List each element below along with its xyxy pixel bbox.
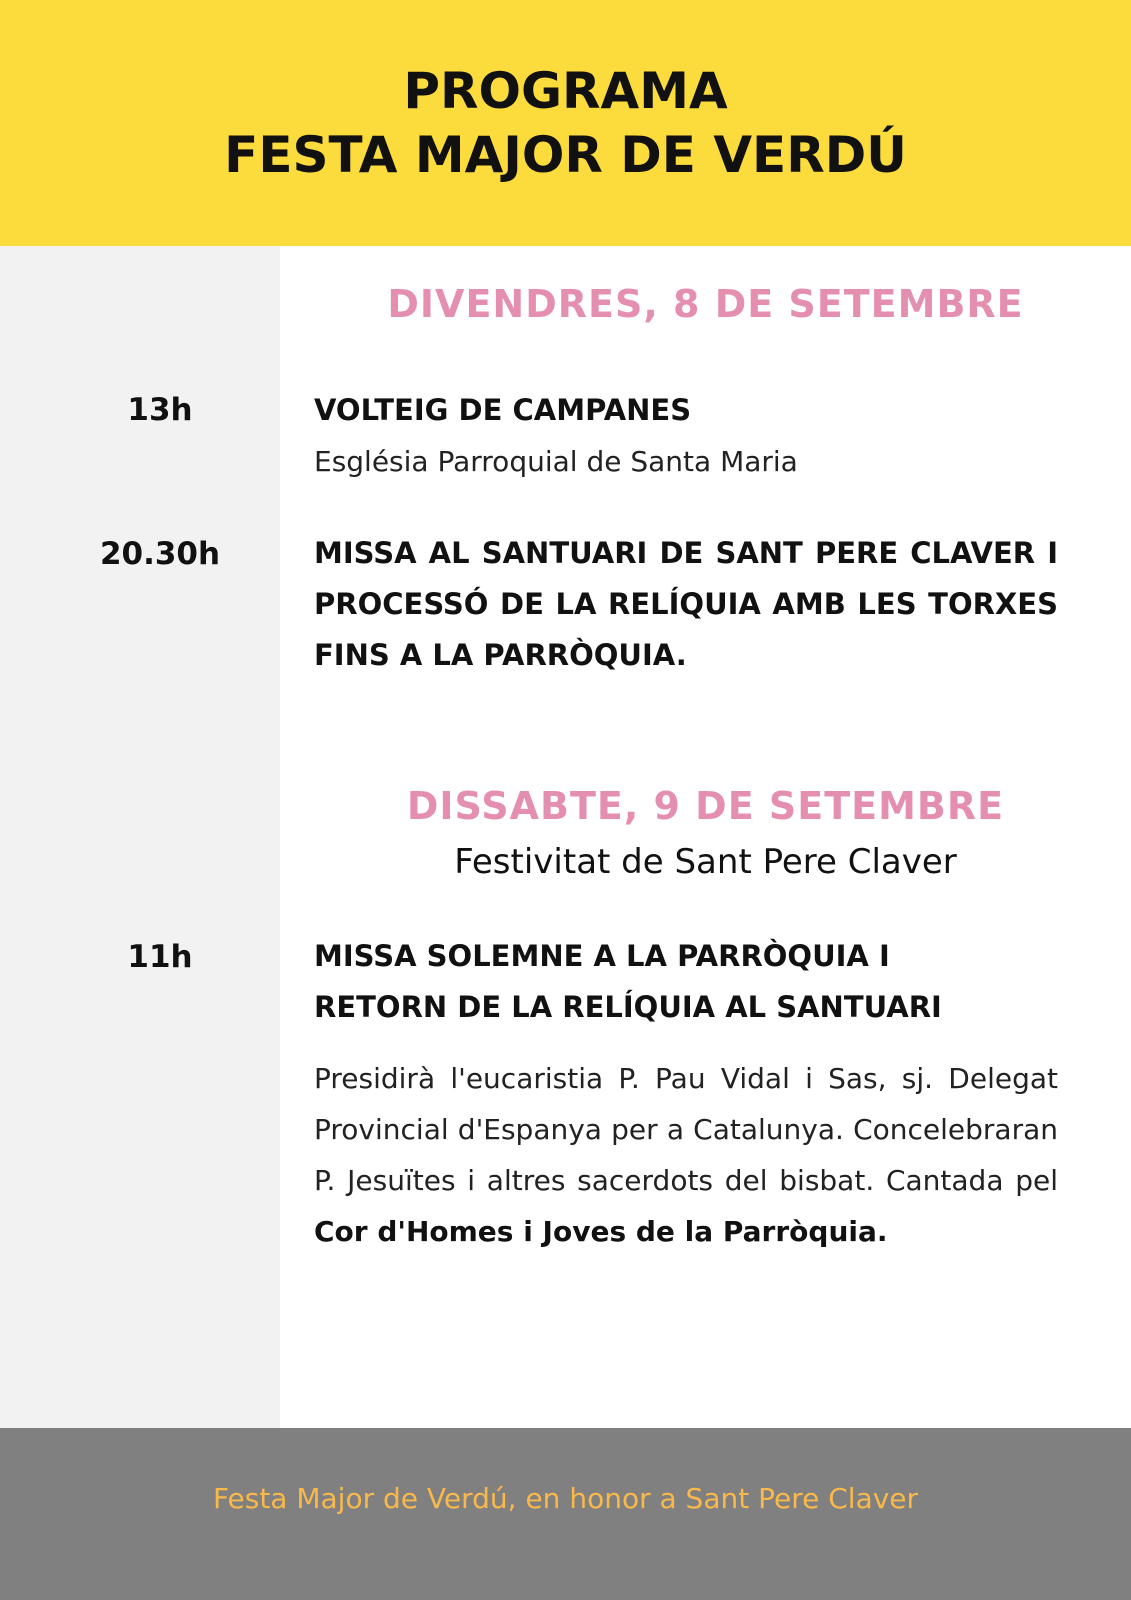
day-heading-friday: DIVENDRES, 8 DE SETEMBRE — [387, 282, 1024, 326]
choir-name: Cor d'Homes i Joves de la Parròquia. — [314, 1215, 888, 1248]
event-title-line1: MISSA SOLEMNE A LA PARRÒQUIA I — [314, 939, 890, 973]
event-time: 20.30h — [99, 536, 221, 572]
footer-text: Festa Major de Verdú, en honor a Sant Pere Claver — [212, 1482, 919, 1515]
event-title: VOLTEIG DE CAMPANES — [314, 393, 692, 427]
event-description-text: Presidirà l'eucaristia P. Pau Vidal i Sas, sj. Delegat Provincial d'Espanya per a Catalunya. Concelebraran P. Jesuïtes i altres sacerdots del bisbat. Cantada pel — [314, 1062, 1058, 1197]
event-time: 13h — [127, 392, 193, 428]
header-banner — [0, 0, 1131, 246]
event-description — [314, 1053, 1058, 1257]
event-title-line2: RETORN DE LA RELÍQUIA AL SANTUARI — [314, 990, 942, 1024]
event-title: MISSA AL SANTUARI DE SANT PERE CLAVER I PROCESSÓ DE LA RELÍQUIA AMB LES TORXES FINS A LA PARRÒQUIA. — [314, 536, 1058, 672]
event-place: Església Parroquial de Santa Maria — [314, 445, 798, 478]
day-subtitle: Festivitat de Sant Pere Claver — [454, 842, 957, 882]
page-title-line2: FESTA MAJOR DE VERDÚ — [224, 126, 907, 184]
page-title-line1: PROGRAMA — [403, 62, 728, 120]
day-heading-saturday: DISSABTE, 9 DE SETEMBRE — [406, 784, 1005, 828]
event-time: 11h — [127, 939, 193, 975]
